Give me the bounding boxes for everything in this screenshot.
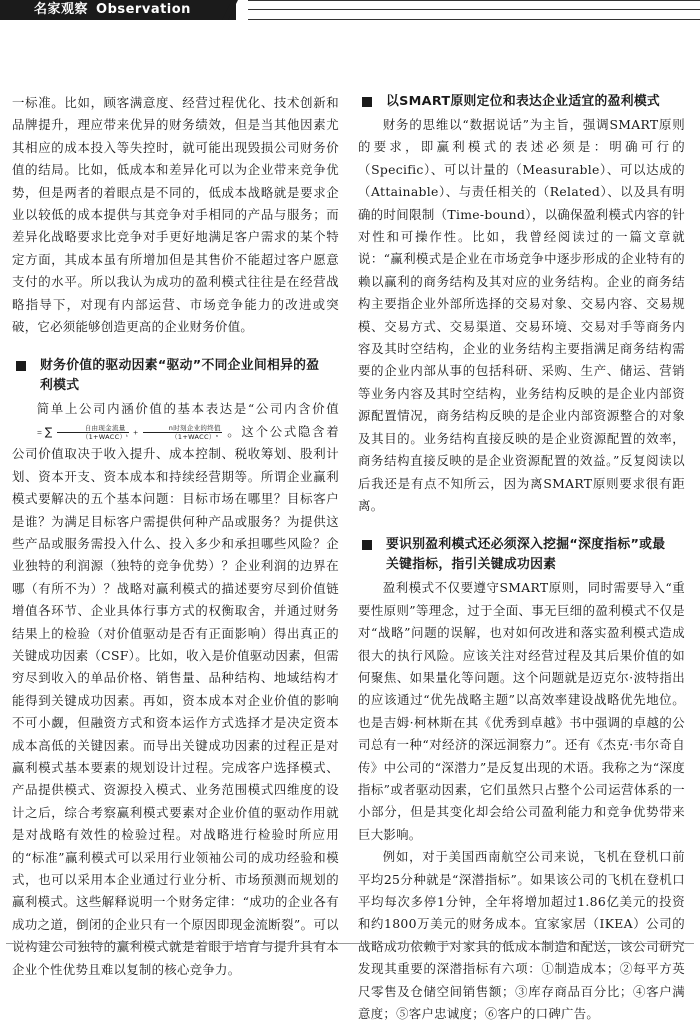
section-heading-3-line1: 要识别盈利模式还必须深入挖掘“深度指标”或最 — [386, 537, 666, 553]
square-bullet-icon — [362, 97, 372, 107]
square-bullet-icon — [16, 361, 26, 371]
slash-decoration-icon — [222, 0, 238, 20]
section-heading-2 — [358, 92, 685, 112]
column-name-cn: 名家观察 — [34, 2, 89, 17]
section-heading-1 — [12, 356, 339, 396]
page-header — [0, 0, 700, 20]
section-heading-1-line1: 财务价值的驱动因素“驱动”不同企业间相异的盈 — [40, 358, 320, 374]
paragraph-4: 盈利模式不仅要遵守SMART原则，同时需要导入“重要性原则”等理念，过于全面、事无巨细的盈利模式不仅是对“战略”问题的误解，也对如何改进和落实盈利模式造成很大的执行风险。应该关注对经营过程及其后果价值的如何聚焦、如果量化等问题。这个问题就是迈克尔·波特指出的应该通过“优先战略主题”以高效率建设战略优先地位。也是吉姆·柯林斯在其《优秀到卓越》书中强调的卓越的公司总有一种“对经济的深远洞察力”。还有《杰克·韦尔奇自传》中公司的“深潜力”是反复出现的术语。我称之为“深度指标”或者驱动因素，它们虽然只占整个公司运营体系的一小部分，但是其变化却会给公司盈利能力和竞争优势带来巨大影响。 — [358, 580, 685, 842]
column-name-en: Observation — [96, 2, 191, 17]
formula-numerator-1: 自由现金流量 — [57, 424, 128, 433]
formula-denominator-2: （1+WACC）ⁿ — [171, 432, 219, 441]
square-bullet-icon — [362, 540, 372, 550]
formula-equals: = — [36, 428, 43, 437]
section-heading-3 — [358, 535, 685, 575]
formula-denominator-1: （1+WACC）ᵗ — [81, 432, 129, 441]
left-column — [12, 92, 339, 981]
header-rule — [248, 0, 700, 20]
paragraph-2-body: 。这个公式隐含着公司价值取决于收入提升、成本控制、税收筹划、股利计划、资本开支、资本成本和持续经营期等。所谓企业赢利模式要解决的五个基本问题：目标市场在哪里？目标客户是谁？为满足目标客户需提供何种产品或服务？为提供这些产品或服务需投入什么、投入多少和承担哪些风险？企业独特的利润源（独特的竞争优势）？企业利润的边界在哪（有所不为）？战略对赢利模式的描述要穷尽到价值链增值各环节、企业具体行事方式的权衡取舍，并通过财务结果上的检验（对价值驱动是否有正面影响）得出真正的关键成功因素（CSF）。比如，收入是价值驱动因素，但需穷尽到收入的单品价格、销售量、品种结构、地域结构才能得到关键成功因素。再如，资本成本对企业价值的影响不可小觑，但融资方式和资本运作方式选择才是决定资本成本高低的关键因素。而导出关键成功因素的过程正是对赢利模式基本要素的规划设计过程。完成客户选择模式、产品提供模式、资源投入模式、业务范围模式四维度的设计之后，综合考察赢利模式要素对企业价值的驱动作用就是对战略有效性的检验过程。对战略进行检验时所应用的“标准”赢利模式可以采用行业领袖公司的成功经验和模式，也可以采用本企业通过行业分析、市场预测而规划的赢利模式。这些解释说明一个财务定律：“成功的企业各有成功之道，倒闭的企业只有一个原因即现金流断裂”。可以说构建公司独特的赢利模式就是着眼于培育与提升具有本企业个性优势且难以复制的核心竞争力。 — [12, 423, 339, 977]
formula-fraction-1 — [57, 424, 128, 441]
formula-sum-icon: ∑ — [44, 425, 53, 439]
value-formula — [12, 424, 224, 441]
paragraph-2 — [12, 398, 339, 981]
right-column — [358, 92, 685, 1025]
section-heading-3-line2: 关键指标，指引关键成功因素 — [386, 557, 557, 573]
formula-numerator-2: n时刻企业的终值 — [143, 424, 222, 433]
formula-fraction-2 — [143, 424, 222, 441]
column-tab — [0, 0, 236, 20]
paragraph-3: 财务的思维以“数据说话”为主旨，强调SMART原则的要求，即赢利模式的表述必须是：明确可行的（Specific）、可以计量的（Measurable）、可以达成的（Attainable）、与责任相关的（Related）、以及具有明确的时间限制（Time-bound），以确保盈利模式内容的针对性和可操作性。比如，我曾经阅读过的一篇文章就说：“赢利模式是企业在市场竞争中逐步形成的企业特有的赖以赢利的商务结构及其对应的业务结构。企业的商务结构主要指企业外部所选择的交易对象、交易内容、交易规模、交易方式、交易渠道、交易环境、交易对手等商务内容及其时空结构，企业的业务结构主要指满足商务结构需要的企业内部从事的包括科研、采购、生产、储运、营销等业务内容及其时空结构，业务结构反映的是企业内部资源配置情况，商务结构反映的是企业内部资源整合的对象及其目的。业务结构直接反映的是企业资源配置的效率，商务结构直接反映的是企业资源配置的效益。”反复阅读以后我还是有点不知所云，因为离SMART原则要求很有距离。 — [358, 117, 685, 513]
paragraph-2-intro: 简单上公司内涵价值的基本表达是“公司内含价值 — [36, 401, 339, 417]
section-heading-1-line2: 利模式 — [40, 378, 80, 394]
paragraph-1: 一标准。比如，顾客满意度、经营过程优化、技术创新和品牌提升，理应带来优异的财务绩效，但是当其他因素尤其相应的成本投入等失控时，就可能出现毁损公司财务价值的结局。比如，低成本和差异化可以为企业带来竞争优势，但是两者的着眼点是不同的，低成本战略就是要求企业以较低的成本提供与其竞争对手相同的产品与服务；而差异化战略要求比竞争对手更好地满足客户需求的某个特定方面，其成本虽有所增加但是其售价不能超过客户愿意支付的水平。所以我认为成功的盈利模式往往是在经营战略指导下，对现有内部运营、市场竞争能力的改进或突破，它必须能够创造更高的企业财务价值。 — [12, 95, 339, 335]
paragraph-5: 例如，对于美国西南航空公司来说，飞机在登机口前平均25分种就是“深潜指标”。如果该公司的飞机在登机口平均每次多停1分钟，全年将增加超过1.86亿美元的投资和约1800万美元的财务成本。宜家家居（IKEA）公司的战略成功依赖于对家具的低成本制造和配送，该公司研究发现其重要的深潜指标有六项：①制造成本；②每平方英尺零售及仓储空间销售额；③库存商品百分比；④客户满意度；⑤客户忠诚度；⑥客户的口碑广告。 — [358, 849, 685, 1022]
page-bottom-rule — [6, 943, 694, 944]
section-heading-2-text: 以SMART原则定位和表达企业适宜的盈利模式 — [386, 94, 661, 109]
formula-plus: + — [132, 428, 139, 437]
